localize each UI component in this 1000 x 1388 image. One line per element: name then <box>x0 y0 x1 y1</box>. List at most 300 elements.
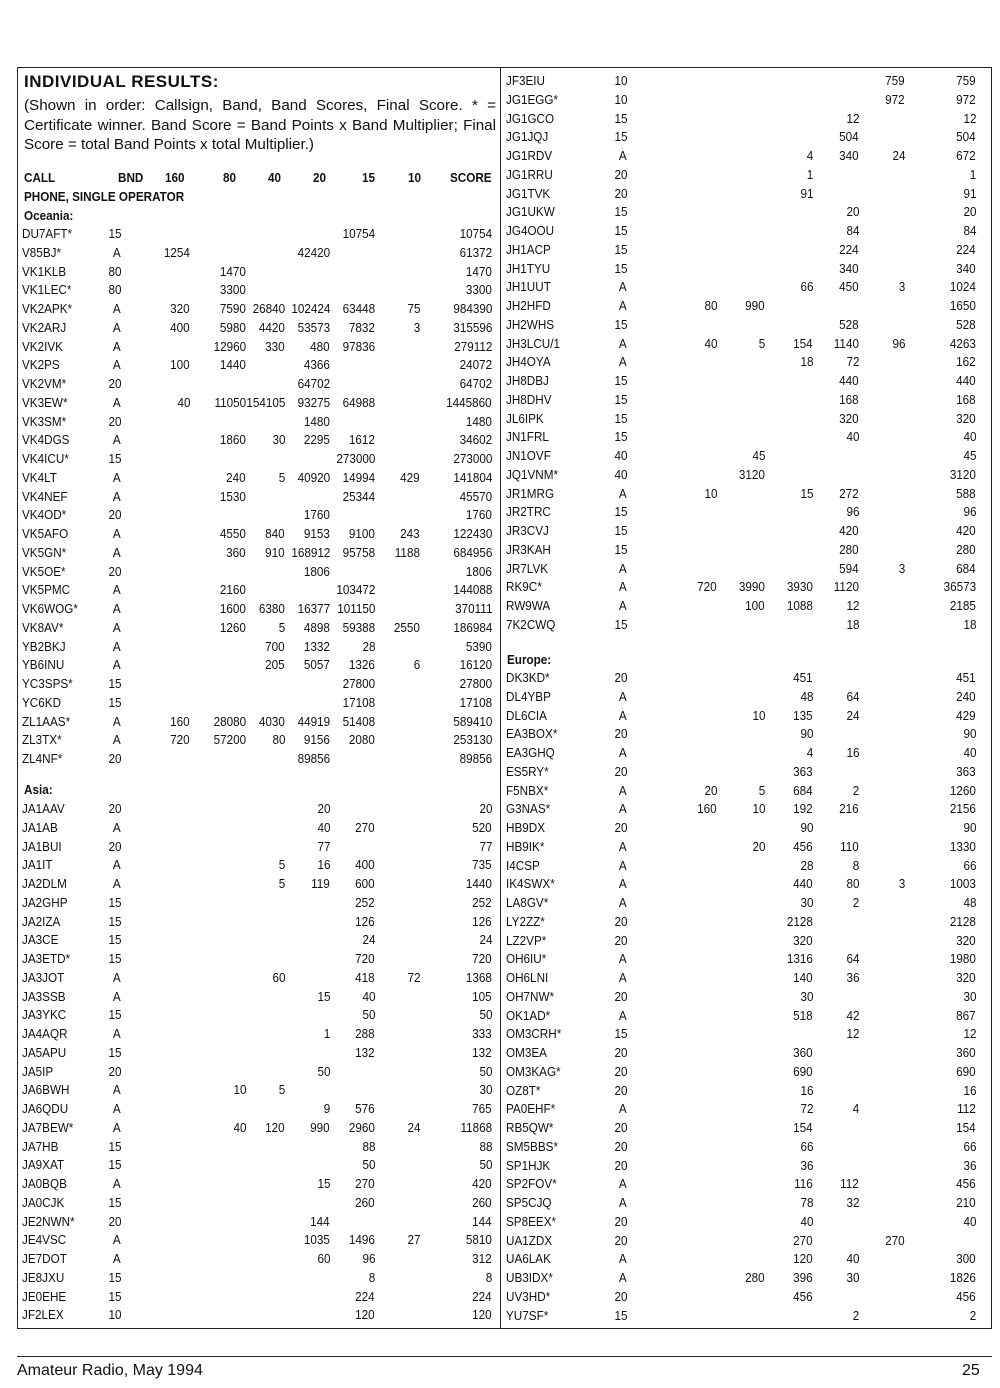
cell-score: 720 <box>472 951 492 966</box>
cell-score: 132 <box>472 1044 492 1060</box>
cell-score: 252 <box>472 894 492 910</box>
cell-b10: 3 <box>898 876 905 892</box>
cell-b20: 2128 <box>786 913 813 929</box>
cell-b80: 1530 <box>219 488 246 504</box>
table-row <box>0 1270 1000 1288</box>
cell-bnd: 15 <box>107 1138 121 1154</box>
callsign: JA4AQR <box>22 1026 68 1041</box>
cell-score: 154 <box>956 1120 976 1135</box>
cell-b15: 25344 <box>342 488 375 504</box>
callsign: G3NAS* <box>506 801 551 817</box>
cell-bnd: 20 <box>613 1232 627 1248</box>
callsign: DL4YBP <box>506 688 551 704</box>
callsign: HB9IK* <box>506 838 545 854</box>
cell-score: 1 <box>969 166 976 182</box>
cell-b15: 84 <box>845 223 859 238</box>
cell-bnd: A <box>113 732 121 748</box>
callsign: JE7DOT <box>22 1251 67 1266</box>
cell-bnd: A <box>619 782 627 798</box>
table-row <box>0 186 1000 204</box>
callsign: JA5IP <box>22 1063 54 1079</box>
cell-b15: 12 <box>845 598 859 613</box>
cell-bnd: A <box>113 1232 121 1248</box>
cell-b20: 72 <box>799 1101 813 1117</box>
cell-b15: 418 <box>355 969 375 985</box>
table-row <box>0 579 1000 597</box>
cell-bnd: 15 <box>107 676 121 691</box>
cell-b15: 72 <box>845 354 859 370</box>
callsign: JA9XAT <box>22 1157 65 1173</box>
table-row <box>0 639 1000 657</box>
table-row <box>0 1045 1000 1063</box>
cell-score: 1470 <box>465 263 492 279</box>
cell-bnd: 20 <box>613 988 627 1004</box>
table-row <box>0 1233 1000 1251</box>
cell-score: 34602 <box>459 432 492 448</box>
cell-b15: 110 <box>840 838 859 854</box>
cell-bnd: 20 <box>613 185 627 201</box>
table-row <box>0 1308 1000 1326</box>
cell-score: 260 <box>472 1194 492 1210</box>
cell-b20: 1035 <box>303 1232 330 1248</box>
cell-bnd: A <box>113 1251 121 1266</box>
section-title: INDIVIDUAL RESULTS: <box>24 72 219 91</box>
cell-bnd: A <box>619 279 627 295</box>
cell-b20: 684 <box>793 782 813 798</box>
table-row <box>0 670 1000 688</box>
cell-bnd: A <box>113 582 121 598</box>
table-row <box>0 373 1000 391</box>
cell-b10: 24 <box>891 148 905 163</box>
cell-b20: 9153 <box>303 526 330 541</box>
cell-score: 12 <box>962 110 976 126</box>
cell-b20: 396 <box>793 1270 813 1285</box>
cell-b15: 101150 <box>336 601 375 616</box>
cell-b40: 4420 <box>258 319 285 335</box>
cell-b160: 40 <box>176 394 190 410</box>
callsign: VK1LEC* <box>22 282 72 298</box>
cell-b20: 40 <box>799 1213 813 1229</box>
cell-b20: 116 <box>794 1176 813 1192</box>
cell-b20: 53573 <box>297 319 330 335</box>
cell-score: 36 <box>962 1157 976 1173</box>
table-row <box>0 858 1000 876</box>
cell-b15: 1140 <box>833 335 859 351</box>
cell-b80: 11050 <box>214 394 246 410</box>
footer-publication: Amateur Radio, May 1994 <box>17 1362 203 1379</box>
cell-score: 1650 <box>949 298 976 313</box>
cell-bnd: 15 <box>613 504 627 520</box>
cell-b20: 18 <box>799 354 813 370</box>
cell-bnd: 15 <box>107 913 121 929</box>
cell-b40: 330 <box>265 338 285 354</box>
cell-score: 50 <box>478 1063 492 1079</box>
table-row <box>0 354 1000 372</box>
cell-b40: 60 <box>271 969 285 985</box>
cell-score: 5390 <box>465 638 492 654</box>
cell-bnd: A <box>113 526 121 541</box>
cell-b15: 576 <box>355 1101 375 1116</box>
cell-score: 363 <box>956 763 976 779</box>
cell-bnd: 20 <box>107 838 121 854</box>
cell-bnd: A <box>619 560 627 576</box>
section-oceania: Oceania: <box>24 208 74 223</box>
cell-b15: 273000 <box>335 451 375 466</box>
cell-bnd: A <box>113 713 121 729</box>
cell-bnd: A <box>619 335 627 351</box>
callsign: UA1ZDX <box>506 1232 553 1248</box>
cell-b20: 518 <box>793 1007 813 1023</box>
callsign: JA3SSB <box>22 988 66 1004</box>
callsign: JA2DLM <box>22 876 67 891</box>
cell-b20: 4 <box>806 148 813 163</box>
cell-score: 765 <box>472 1101 492 1116</box>
callsign: JE8JXU <box>22 1269 65 1285</box>
callsign: VK3EW* <box>22 394 68 410</box>
cell-bnd: 15 <box>613 223 627 238</box>
cell-bnd: A <box>113 357 121 373</box>
cell-b20: 30 <box>799 895 813 910</box>
cell-b160: 160 <box>170 713 190 729</box>
cell-b15: 340 <box>839 148 859 163</box>
cell-bnd: A <box>113 394 121 410</box>
callsign: JR7LVK <box>506 560 549 576</box>
callsign: JG1TVK <box>506 185 551 201</box>
table-row <box>0 429 1000 447</box>
cell-score: 12 <box>962 1026 976 1042</box>
callsign: JE4VSC <box>22 1232 67 1248</box>
table-row <box>0 726 1000 744</box>
callsign: VK3SM* <box>22 413 67 429</box>
cell-bnd: 20 <box>107 376 121 391</box>
cell-b15: 120 <box>355 1307 375 1323</box>
cell-score: 520 <box>472 819 492 835</box>
cell-b15: 224 <box>355 1288 375 1304</box>
cell-b20: 60 <box>316 1251 330 1266</box>
callsign: VK2IVK <box>22 338 63 354</box>
cell-b20: 1332 <box>303 638 330 654</box>
cell-b20: 119 <box>311 876 330 891</box>
callsign: SP5CJQ <box>506 1195 552 1210</box>
cell-b40: 5 <box>278 469 285 485</box>
cell-score: 24 <box>478 932 492 948</box>
cell-b15: 97836 <box>342 338 375 354</box>
callsign: VK2APK* <box>22 301 73 316</box>
table-row <box>0 1158 1000 1176</box>
cell-b20: 2295 <box>303 432 330 448</box>
cell-b40: 10 <box>751 801 765 817</box>
table-row <box>0 989 1000 1007</box>
cell-bnd: 20 <box>107 1213 121 1229</box>
callsign: OM3CRH* <box>506 1026 562 1042</box>
cell-b15: 272 <box>839 485 859 501</box>
header-10: 10 <box>408 170 422 185</box>
cell-bnd: A <box>619 579 627 595</box>
cell-b80: 40 <box>703 335 717 351</box>
cell-b15: 95758 <box>342 544 375 560</box>
cell-b40: 80 <box>271 732 285 748</box>
cell-b10: 270 <box>885 1232 905 1248</box>
cell-b15: 103472 <box>335 582 375 598</box>
cell-b20: 90 <box>799 726 813 742</box>
cell-b20: 480 <box>310 338 330 354</box>
cell-b40: 30 <box>271 432 285 448</box>
cell-b15: 504 <box>839 129 859 145</box>
cell-b15: 288 <box>355 1026 375 1041</box>
cell-bnd: 80 <box>107 282 121 298</box>
table-row <box>0 1008 1000 1026</box>
callsign: JA2IZA <box>22 913 61 929</box>
cell-score: 50 <box>478 1007 492 1023</box>
cell-b15: 9100 <box>348 526 375 541</box>
callsign: JR3CVJ <box>506 523 549 538</box>
cell-b15: 4 <box>852 1101 859 1117</box>
cell-bnd: 15 <box>613 523 627 538</box>
callsign: DU7AFT* <box>22 226 73 241</box>
cell-b20: 120 <box>793 1251 813 1267</box>
callsign: JA7BEW* <box>22 1119 74 1135</box>
callsign: JF3EIU <box>506 73 546 88</box>
callsign: SP1HJK <box>506 1157 551 1173</box>
cell-score: 84 <box>962 223 976 238</box>
table-row <box>0 933 1000 951</box>
cell-b80: 10 <box>703 485 717 501</box>
cell-b20: 451 <box>793 670 813 685</box>
table-row <box>0 783 1000 801</box>
callsign: SP8EEX* <box>506 1213 557 1229</box>
cell-b40: 910 <box>265 544 285 560</box>
cell-score: 4263 <box>949 335 976 351</box>
cell-score: 17108 <box>459 694 492 710</box>
callsign: JH3LCU/1 <box>506 335 560 351</box>
header-80: 80 <box>223 170 237 185</box>
cell-score: 1980 <box>949 951 976 967</box>
callsign: RW9WA <box>506 598 551 613</box>
table-row <box>0 764 1000 782</box>
cell-b15: 88 <box>361 1138 375 1154</box>
table-row <box>0 708 1000 726</box>
cell-bnd: 15 <box>107 1288 121 1304</box>
cell-b15: 30 <box>845 1270 859 1285</box>
cell-score: 8 <box>485 1269 492 1285</box>
cell-score: 440 <box>956 373 976 388</box>
cell-bnd: A <box>619 838 627 854</box>
cell-bnd: A <box>619 1195 627 1210</box>
cell-b20: 140 <box>793 970 813 985</box>
table-row <box>0 689 1000 707</box>
cell-b160: 100 <box>170 357 190 373</box>
cell-b40: 700 <box>265 638 285 654</box>
cell-b40: 5 <box>278 1082 285 1098</box>
cell-score: 1260 <box>949 782 976 798</box>
callsign: VK4OD* <box>22 507 67 523</box>
table-row <box>0 317 1000 335</box>
callsign: ZL4NF* <box>22 751 63 766</box>
cell-b20: 192 <box>793 801 813 817</box>
cell-b40: 280 <box>745 1270 765 1285</box>
table-row <box>0 242 1000 260</box>
cell-score: 11868 <box>460 1119 492 1135</box>
cell-b15: 320 <box>839 410 859 426</box>
cell-score: 50 <box>478 1157 492 1173</box>
cell-b80: 1470 <box>219 263 246 279</box>
cell-b20: 4898 <box>303 619 330 635</box>
cell-score: 126 <box>472 913 492 929</box>
cell-bnd: 20 <box>107 1063 121 1079</box>
cell-b20: 77 <box>316 838 330 854</box>
cell-b80: 360 <box>226 544 246 560</box>
table-row <box>0 1214 1000 1232</box>
callsign: UB3IDX* <box>506 1270 553 1285</box>
cell-b20: 40920 <box>297 469 330 485</box>
cell-bnd: A <box>619 354 627 370</box>
callsign: LY2ZZ* <box>506 913 545 929</box>
cell-score: 280 <box>956 541 976 557</box>
cell-score: 3120 <box>949 466 976 482</box>
cell-bnd: 15 <box>613 410 627 426</box>
cell-b15: 18 <box>845 616 859 632</box>
cell-b15: 280 <box>839 541 859 557</box>
cell-b10: 24 <box>406 1119 420 1135</box>
callsign: JA6QDU <box>22 1101 69 1116</box>
cell-b15: 440 <box>839 373 859 388</box>
callsign: JA3CE <box>22 932 59 948</box>
cell-b15: 420 <box>839 523 859 538</box>
cell-bnd: A <box>619 298 627 313</box>
callsign: VK2VM* <box>22 376 67 391</box>
callsign: JH8DHV <box>506 391 552 407</box>
cell-score: 144088 <box>452 582 492 598</box>
cell-score: 88 <box>478 1138 492 1154</box>
cell-score: 1806 <box>465 563 492 579</box>
cell-score: 112 <box>957 1101 976 1117</box>
cell-b15: 216 <box>839 801 859 817</box>
cell-bnd: 10 <box>613 91 627 107</box>
cell-score: 20 <box>962 204 976 220</box>
cell-b15: 270 <box>355 819 375 835</box>
callsign: OM3KAG* <box>506 1063 561 1079</box>
cell-b20: 89856 <box>297 751 330 766</box>
cell-b10: 759 <box>885 73 905 88</box>
cell-bnd: 15 <box>613 616 627 632</box>
cell-bnd: 15 <box>613 316 627 332</box>
callsign: JA0CJK <box>22 1194 65 1210</box>
cell-b15: 17108 <box>342 694 375 710</box>
cell-bnd: A <box>619 895 627 910</box>
cell-b20: 90 <box>799 820 813 835</box>
cell-score: 30 <box>962 988 976 1004</box>
cell-b20: 154 <box>793 335 813 351</box>
cell-b20: 15 <box>316 988 330 1004</box>
cell-b20: 5057 <box>303 657 330 673</box>
cell-score: 672 <box>956 148 976 163</box>
cell-b15: 224 <box>839 241 859 257</box>
table-row <box>0 486 1000 504</box>
callsign: OM3EA <box>506 1045 547 1060</box>
cell-b40: 154105 <box>245 394 285 410</box>
cell-score: 504 <box>956 129 976 145</box>
cell-b15: 132 <box>355 1044 375 1060</box>
callsign: RB5QW* <box>506 1120 554 1135</box>
cell-score: 1445860 <box>446 394 492 410</box>
cell-score: 16120 <box>459 657 492 673</box>
cell-b15: 32 <box>845 1195 859 1210</box>
cell-b15: 340 <box>839 260 859 276</box>
table-row <box>0 392 1000 410</box>
cell-bnd: A <box>113 638 121 654</box>
cell-b10: 2550 <box>393 619 420 635</box>
table-row <box>0 1139 1000 1157</box>
cell-bnd: 15 <box>107 951 121 966</box>
callsign: JG1JQJ <box>506 129 549 145</box>
cell-b15: 27800 <box>342 676 375 691</box>
header-call: CALL <box>24 170 56 185</box>
cell-b20: 64702 <box>297 376 330 391</box>
cell-score: 40 <box>962 745 976 760</box>
cell-score: 30 <box>478 1082 492 1098</box>
cell-b80: 160 <box>697 801 717 817</box>
cell-score: 456 <box>956 1288 976 1304</box>
cell-bnd: A <box>619 970 627 985</box>
cell-bnd: A <box>619 485 627 501</box>
cell-b15: 40 <box>361 988 375 1004</box>
cell-score: 528 <box>956 316 976 332</box>
cell-score: 3300 <box>465 282 492 298</box>
cell-score: 210 <box>956 1195 976 1210</box>
cell-bnd: 15 <box>107 894 121 910</box>
cell-bnd: 20 <box>107 413 121 429</box>
cell-b15: 168 <box>839 391 859 407</box>
cell-bnd: A <box>619 951 627 967</box>
cell-b40: 5 <box>758 782 765 798</box>
cell-bnd: 15 <box>613 373 627 388</box>
cell-score: 48 <box>962 895 976 910</box>
cell-score: 1003 <box>949 876 976 892</box>
cell-b20: 144 <box>310 1213 330 1229</box>
table-row <box>0 914 1000 932</box>
cell-b10: 3 <box>413 319 420 335</box>
cell-bnd: A <box>113 469 121 485</box>
cell-bnd: A <box>619 688 627 704</box>
callsign: OZ8T* <box>506 1082 541 1098</box>
table-row <box>0 467 1000 485</box>
cell-bnd: 15 <box>613 391 627 407</box>
cell-b80: 1860 <box>219 432 246 448</box>
cell-b80: 28080 <box>213 713 246 729</box>
cell-b80: 57200 <box>213 732 246 748</box>
cell-score: 315596 <box>452 319 492 335</box>
cell-bnd: A <box>113 301 121 316</box>
cell-b80: 12960 <box>213 338 246 354</box>
cell-score: 224 <box>472 1288 492 1304</box>
cell-b80: 7590 <box>219 301 246 316</box>
table-row <box>0 111 1000 129</box>
cell-b15: 12 <box>845 110 859 126</box>
callsign: VK4ICU* <box>22 451 69 466</box>
cell-bnd: A <box>619 1251 627 1267</box>
cell-b80: 2160 <box>219 582 246 598</box>
header-15: 15 <box>362 170 376 185</box>
callsign: JE2NWN* <box>22 1213 75 1229</box>
cell-b20: 3930 <box>786 579 813 595</box>
table-row <box>0 204 1000 222</box>
cell-bnd: 10 <box>613 73 627 88</box>
cell-score: 66 <box>962 1138 976 1154</box>
cell-b10: 243 <box>400 526 420 541</box>
table-row <box>0 1064 1000 1082</box>
cell-score: 420 <box>956 523 976 538</box>
table-row <box>0 261 1000 279</box>
